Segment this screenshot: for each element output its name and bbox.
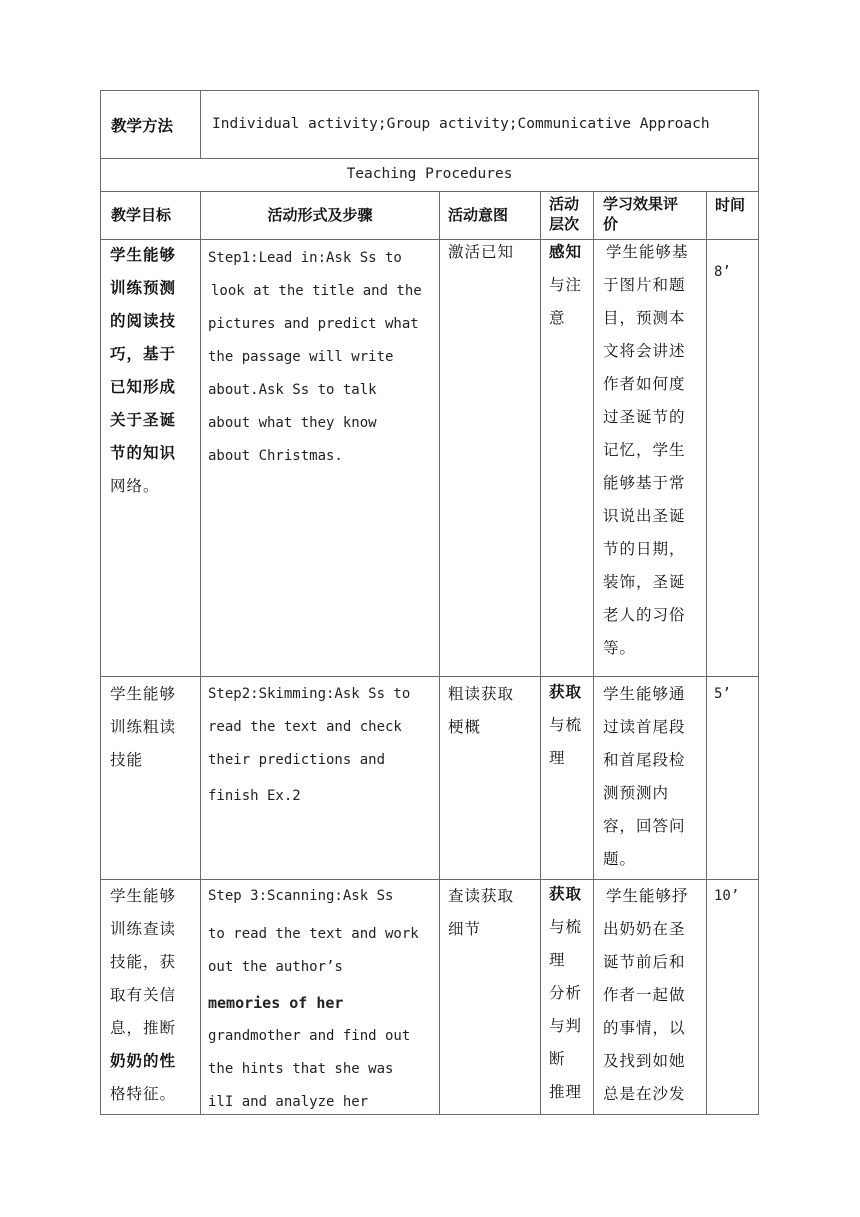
text-line: Step1:Lead in:Ask Ss to [208, 250, 402, 266]
row-divider [100, 676, 759, 677]
text-line: about.Ask Ss to talk [208, 382, 377, 398]
text-line: 关于圣诞 [110, 411, 177, 429]
col-divider [200, 90, 201, 158]
text-line: 目，预测本 [603, 309, 686, 327]
text-line: 过读首尾段 [603, 718, 686, 736]
col-divider [200, 191, 201, 1114]
header-goal: 教学目标 [111, 206, 172, 224]
text-line: 粗读获取 [448, 685, 515, 703]
text-line: 技能，获 [110, 953, 177, 971]
text-line: 训练预测 [110, 279, 177, 297]
text-line: 与判 [549, 1017, 583, 1035]
text-line: the hints that she was [208, 1061, 394, 1077]
text-line: 格特征。 [110, 1085, 177, 1103]
text-line: 作者如何度 [603, 375, 686, 393]
text-line: 学生能够 [110, 246, 177, 264]
text-line: 记忆，学生 [603, 441, 686, 459]
text-line: 分析 [549, 984, 583, 1002]
method-value: Individual activity;Group activity;Communicative Approach [212, 116, 710, 132]
text-line: 与注 [549, 276, 583, 294]
text-line: 技能 [110, 751, 144, 769]
procedures-title: Teaching Procedures [346, 166, 513, 182]
text-line: 感知 [549, 243, 583, 261]
text-line: 等。 [603, 639, 637, 657]
text-line: 老人的习俗 [603, 606, 686, 624]
text-line: 训练粗读 [110, 718, 177, 736]
text-line: Step 3:Scanning:Ask Ss [208, 888, 394, 904]
table-border-bottom [100, 1114, 759, 1115]
col-divider [540, 191, 541, 1114]
text-line: 查读获取 [448, 887, 515, 905]
text-line: 能够基于常 [603, 474, 686, 492]
header-level [549, 194, 579, 234]
row2-time: 5’ [714, 686, 731, 702]
text-line: 奶奶的性 [110, 1052, 177, 1070]
col-divider [593, 191, 594, 1114]
text-line: 总是在沙发 [603, 1085, 686, 1103]
row3-goal [110, 880, 176, 1111]
row3-time: 10’ [714, 888, 740, 904]
text-line: 作者一起做 [603, 986, 686, 1004]
row1-time: 8’ [714, 264, 731, 280]
text-line: about what they know [208, 415, 377, 431]
header-intent: 活动意图 [448, 206, 509, 224]
text-line: 节的知识 [110, 444, 177, 462]
row1-level [549, 236, 582, 335]
text-line: 息，推断 [110, 1019, 177, 1037]
text-line: 题。 [603, 850, 637, 868]
text-line: about Christmas. [208, 448, 343, 464]
row3-steps [208, 880, 419, 1119]
text-line: 获取 [549, 683, 583, 701]
col-divider [439, 191, 440, 1114]
text-line: 理 [549, 749, 566, 767]
row1-eval [603, 236, 689, 665]
text-line: to read the text and work [208, 926, 419, 942]
row1-intent: 激活已知 [448, 243, 515, 261]
header-time: 时间 [715, 196, 746, 214]
row2-intent [448, 678, 514, 744]
header-steps: 活动形式及步骤 [267, 206, 373, 224]
table-border-right [758, 90, 759, 1115]
text-line: 已知形成 [110, 378, 177, 396]
text-line: 于图片和题 [603, 276, 686, 294]
header-level-line: 层次 [549, 215, 580, 233]
text-line: 容，回答问 [603, 817, 686, 835]
text-line: look at the title and the [211, 283, 422, 299]
text-line: read the text and check [208, 719, 402, 735]
text-line: their predictions and [208, 752, 386, 768]
text-line: 学生能够通 [603, 685, 686, 703]
text-line: 出奶奶在圣 [603, 920, 686, 938]
table-border-top [100, 90, 759, 91]
text-line: finish Ex.2 [208, 788, 301, 804]
row3-level [549, 878, 582, 1109]
text-line: 网络。 [110, 477, 160, 495]
text-line: 学生能够抒 [606, 887, 689, 905]
text-line: 学生能够 [110, 685, 177, 703]
text-line: 理 [549, 951, 566, 969]
row1-steps [208, 242, 422, 473]
text-line: 与梳 [549, 918, 583, 936]
text-line: out the author’s [208, 959, 343, 975]
text-line: 和首尾段检 [603, 751, 686, 769]
row1-goal [110, 239, 176, 503]
text-line: 识说出圣诞 [603, 507, 686, 525]
text-line: 与梳 [549, 716, 583, 734]
row-divider [100, 158, 759, 159]
header-level-line: 活动 [549, 195, 580, 213]
text-line: the passage will write [208, 349, 394, 365]
text-line: Step2:Skimming:Ask Ss to [208, 686, 411, 702]
text-line: 梗概 [448, 718, 482, 736]
row3-eval [603, 880, 689, 1111]
text-line: 及找到如她 [603, 1052, 686, 1070]
table-border-left [100, 90, 101, 1115]
lesson-plan-table [100, 90, 759, 1115]
row2-goal [110, 678, 176, 777]
row2-level [549, 676, 582, 775]
header-eval-line: 学习效果评 [603, 195, 679, 213]
row-divider [100, 191, 759, 192]
text-line: 断 [549, 1050, 566, 1068]
text-line: 意 [549, 309, 566, 327]
text-line: 节的日期， [603, 540, 686, 558]
row3-intent [448, 880, 514, 946]
text-line: 诞节前后和 [603, 953, 686, 971]
text-line: 学生能够 [110, 887, 177, 905]
text-line: 的事情，以 [603, 1019, 686, 1037]
text-line: 过圣诞节的 [603, 408, 686, 426]
col-divider [706, 191, 707, 1114]
text-line: 获取 [549, 885, 583, 903]
text-line: 取有关信 [110, 986, 177, 1004]
text-line: grandmother and find out [208, 1028, 411, 1044]
text-line: 推理 [549, 1083, 583, 1101]
text-line: 文将会讲述 [603, 342, 686, 360]
row2-eval [603, 678, 686, 876]
text-line: 学生能够基 [606, 243, 689, 261]
text-line: 测预测内 [603, 784, 670, 802]
method-label: 教学方法 [111, 117, 174, 135]
text-line: 的阅读技 [110, 312, 177, 330]
text-line: memories of her [208, 994, 344, 1012]
text-line: 细节 [448, 920, 482, 938]
text-line: ilI and analyze her [208, 1094, 369, 1110]
text-line: pictures and predict what [208, 316, 419, 332]
text-line: 训练查读 [110, 920, 177, 938]
text-line: 巧，基于 [110, 345, 177, 363]
row2-steps [208, 678, 410, 813]
header-eval-line: 价 [603, 215, 619, 233]
header-eval [603, 194, 678, 234]
text-line: 装饰，圣诞 [603, 573, 686, 591]
